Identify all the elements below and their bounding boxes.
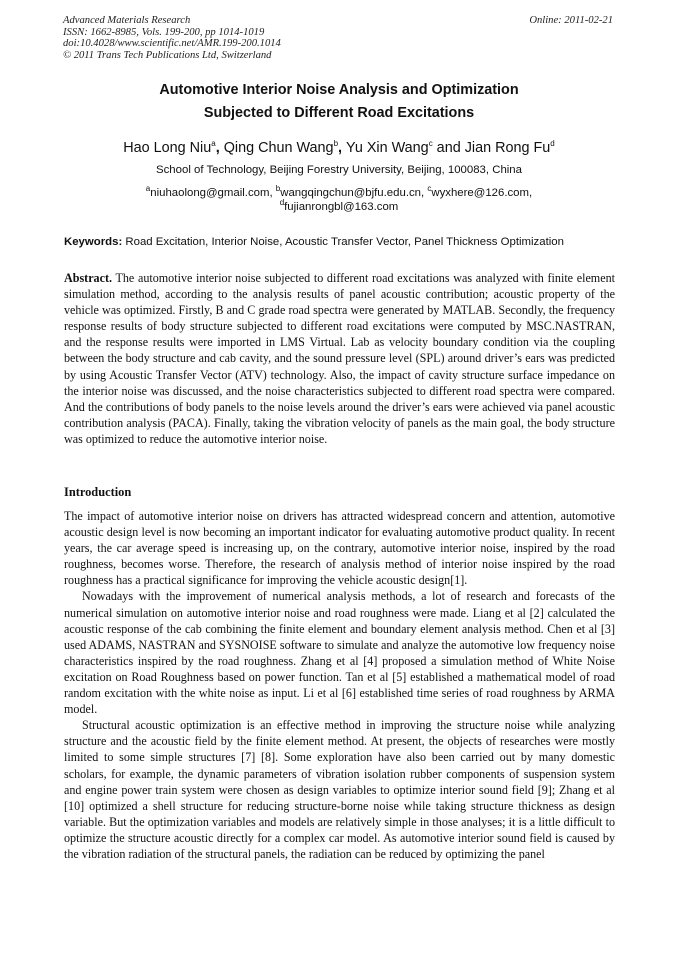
issn-line: ISSN: 1662-8985, Vols. 199-200, pp 1014-1019 <box>63 26 265 38</box>
author-emails <box>30 186 648 214</box>
author-name: Hao Long Niu <box>123 140 212 156</box>
abstract-label: Abstract. <box>64 271 113 285</box>
author-name: Yu Xin Wang <box>346 140 429 156</box>
title-line-2: Subjected to Different Road Excitations <box>203 105 475 121</box>
paragraph: The impact of automotive interior noise on drivers has attracted widespread concern and attention, automotive acoustic design level is now becoming an important indicator for evaluating automotive product quality. In recent years, the car average speed is increasing up, on the contrary, automotive interior noise, inspired by the road roughness, becomes worse. Therefore, the research of analysis method of interior noise inspired by the road roughness has a practical significance for improving the vehicle acoustic design[1]. <box>64 509 615 588</box>
email-mark: d <box>279 198 285 208</box>
paragraph: Nowadays with the improvement of numerical analysis methods, a lot of research and forecasts of the numerical simulation on automotive interior noise and road roughness were made. Liang et al [2] calculated the acoustic response of the cab combining the finite element and boundary element analysis method. Chen et al [3] used ADAMS, NASTRAN and SYSNOISE software to simulate and analyze the automotive low frequency noise characteristics inspired by the road roughness. Zhang et al [4] proposed a simulation method of White Noise excitation on Road Roughness based on power function. Tan et al [5] established a mathematical model of road random excitation with the white noise as input. Li et al [6] established time series of road roughness by ARMA model. <box>64 589 615 717</box>
author-list <box>30 140 648 156</box>
author-name: Qing Chun Wang <box>223 140 334 156</box>
journal-header <box>63 15 281 61</box>
section-heading-introduction: Introduction <box>64 485 132 499</box>
keywords <box>64 236 624 248</box>
author-affil-mark: b <box>333 139 339 149</box>
keywords-text: Road Excitation, Interior Noise, Acoustic Transfer Vector, Panel Thickness Optimization <box>122 236 564 248</box>
paragraph: Structural acoustic optimization is an effective method in improving the structure noise while analyzing structure and the acoustic field by the finite element method. At present, the objects of researches were mostly limited to some simple structures [7] [8]. Some exploration have also been carried out by many domestic scholars, for example, the dynamic parameters of vibration isolation rubber components of suspension system and engine power train system were chosen as design variables to optimize interior sound field [9]; Zhang et al [10] optimized a shell structure for reducing structure-borne noise while taking structure thickness as design variable. But the optimization variables and models are relatively simple in those analyses; it is a little difficult to optimize the structure acoustic directly for a complex car model. As automotive interior sound field is caused by the vibration radiation of the structural panels, the radiation can be reduced by optimizing the panel <box>64 718 615 861</box>
copyright-line: © 2011 Trans Tech Publications Ltd, Switzerland <box>63 49 272 61</box>
email-mark: b <box>275 184 281 194</box>
doi-line: doi:10.4028/www.scientific.net/AMR.199-200.1014 <box>63 38 281 50</box>
author-separator: , <box>338 140 347 156</box>
introduction-body <box>64 508 615 862</box>
paper-title <box>30 79 648 125</box>
email-line-2 <box>30 200 648 214</box>
abstract-text: The automotive interior noise subjected to different road excitations was analyzed with finite element simulation method, according to the analysis results of panel acoustic contribution; acoustic property of the vehicle was optimized. Firstly, B and C grade road spectra were generated by MATLAB. Secondly, the frequency response results of body structure subjected to different road excitations were computed by MSC.NASTRAN, and the response results were imported in LMS Virtual. Lab as velocity boundary condition via the coupling between the body structure and cab cavity, and the sound pressure level (SPL) around driver’s ears was predicted by using Acoustic Transfer Vector (ATV) technology. Also, the impact of cavity structure surface impedance on the interior noise was discussed, and the noise characteristics subjected to different road spectra were compared. And the contributions of body panels to the noise levels around the driver’s ears were achieved via panel acoustic contribution analysis (PACA). Finally, taking the vibration velocity of panels as the main goal, the body structure was optimized to reduce the automotive interior noise. <box>64 271 615 446</box>
author-affil-mark: d <box>550 139 555 149</box>
email-mark: c <box>427 184 432 194</box>
author-separator: and <box>432 140 465 156</box>
email-line-1 <box>30 186 648 200</box>
author-name: Jian Rong Fu <box>464 140 551 156</box>
title-line-1: Automotive Interior Noise Analysis and Optimization <box>159 82 519 98</box>
keywords-label: Keywords: <box>64 236 123 248</box>
email-b: wangqingchun@bjfu.edu.cn, <box>280 187 428 199</box>
author-affil-mark: c <box>428 139 433 149</box>
author-affil-mark: a <box>211 139 216 149</box>
email-a: niuhaolong@gmail.com, <box>150 187 276 199</box>
email-c: wyxhere@126.com, <box>431 187 533 199</box>
email-mark: a <box>145 184 151 194</box>
affiliation: School of Technology, Beijing Forestry University, Beijing, 100083, China <box>156 164 522 176</box>
email-d: fujianrongbl@163.com <box>284 201 399 213</box>
abstract <box>64 270 615 447</box>
online-date: Online: 2011-02-21 <box>529 15 613 26</box>
author-separator: , <box>215 140 224 156</box>
journal-name: Advanced Materials Research <box>63 15 191 26</box>
